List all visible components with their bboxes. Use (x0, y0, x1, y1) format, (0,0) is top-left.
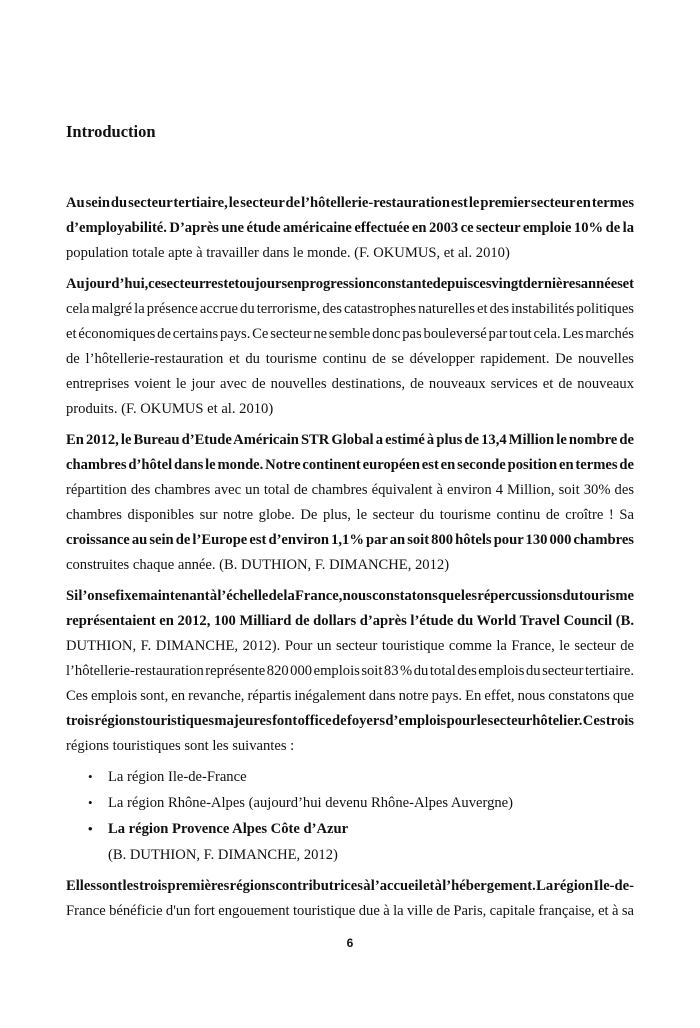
paragraph-line: régions touristiques sont les suivantes : (66, 738, 295, 754)
list-item (88, 820, 348, 838)
list-item-text: La région Ile-de-France (108, 769, 247, 785)
list-item (88, 794, 513, 812)
paragraph-line: chambres d’hôtel dans le monde. Notre continent européen est en seconde position en termes de (66, 457, 634, 473)
paragraph-line: représentaient en 2012, 100 Milliard de dollars d’après l’étude du World Travel Council (B. (66, 613, 634, 629)
paragraph-line: produits. (F. OKUMUS et al. 2010) (66, 401, 274, 417)
section-heading: Introduction (66, 122, 156, 141)
bullet-citation: (B. DUTHION, F. DIMANCHE, 2012) (108, 847, 338, 863)
page-number: 6 (346, 936, 354, 950)
paragraph-line: l’hôtellerie-restauration représente 820 000 emplois soit 83 % du total des emplois du secteur tertiaire. (66, 663, 634, 679)
paragraph-line: chambres disponibles sur notre globe. De plus, le secteur du tourisme continu de croître ! Sa (66, 507, 634, 523)
bullet-icon (88, 768, 108, 786)
paragraph-line: Elles sont les trois premières régions contributrices à l’accueil et à l’hébergement. La région Ile-de- (66, 878, 634, 894)
paragraph-line: répartition des chambres avec un total de chambres équivalent à environ 4 Million, soit 30% des (66, 482, 634, 498)
paragraph-line: croissance au sein de l’Europe est d’environ 1,1% par an soit 800 hôtels pour 130 000 chambres (66, 532, 634, 548)
paragraph-line: entreprises voient le jour avec de nouvelles destinations, de nouveaux services et de nouveaux (66, 376, 634, 392)
paragraph-line: construites chaque année. (B. DUTHION, F. DIMANCHE, 2012) (66, 557, 450, 573)
paragraph-line: Ces emplois sont, en revanche, répartis inégalement dans notre pays. En effet, nous constatons que (66, 688, 634, 704)
paragraph-line: cela malgré la présence accrue du terrorisme, des catastrophes naturelles et des instabilités politiques (66, 301, 634, 317)
paragraph-line: d’employabilité. D’après une étude américaine effectuée en 2003 ce secteur emploie 10% de la (66, 220, 635, 236)
list-item-text: La région Rhône-Alpes (aujourd’hui devenu Rhône-Alpes Auvergne) (108, 795, 514, 811)
paragraph-line: de l’hôtellerie-restauration et du tourisme continu de se développer rapidement. De nouvelles (66, 351, 634, 367)
paragraph-line: France bénéficie d'un fort engouement touristique due à la ville de Paris, capitale française, et à sa (66, 903, 634, 919)
paragraph-line: et économiques de certains pays. Ce secteur ne semble donc pas bouleversé par tout cela. Les marchés (66, 326, 634, 342)
bullet-icon (88, 794, 108, 812)
paragraph-line: Au sein du secteur tertiaire, le secteur de l’hôtellerie-restauration est le premier secteur en termes (66, 195, 634, 211)
list-item (88, 768, 247, 786)
paragraph-line: DUTHION, F. DIMANCHE, 2012). Pour un secteur touristique comme la France, le secteur de (66, 638, 634, 654)
paragraph-line: population totale apte à travailler dans le monde. (F. OKUMUS, et al. 2010) (66, 245, 510, 261)
bullet-icon (88, 820, 108, 838)
paragraph-line: Aujourd’hui, ce secteur reste toujours en progression constante depuis ces vingt dernières années et (66, 276, 634, 292)
paragraph-line: trois régions touristiques majeures font office de foyers d’emplois pour le secteur hôtelier. Ces trois (66, 713, 634, 729)
list-item-text: La région Provence Alpes Côte d’Azur (108, 821, 349, 837)
paragraph-line: En 2012, le Bureau d’Etude Américain STR Global a estimé à plus de 13,4 Million le nombre de (66, 432, 634, 448)
paragraph-line: Si l’on se fixe maintenant à l’échelle de la France, nous constatons que les répercussions du tourisme (66, 588, 634, 604)
